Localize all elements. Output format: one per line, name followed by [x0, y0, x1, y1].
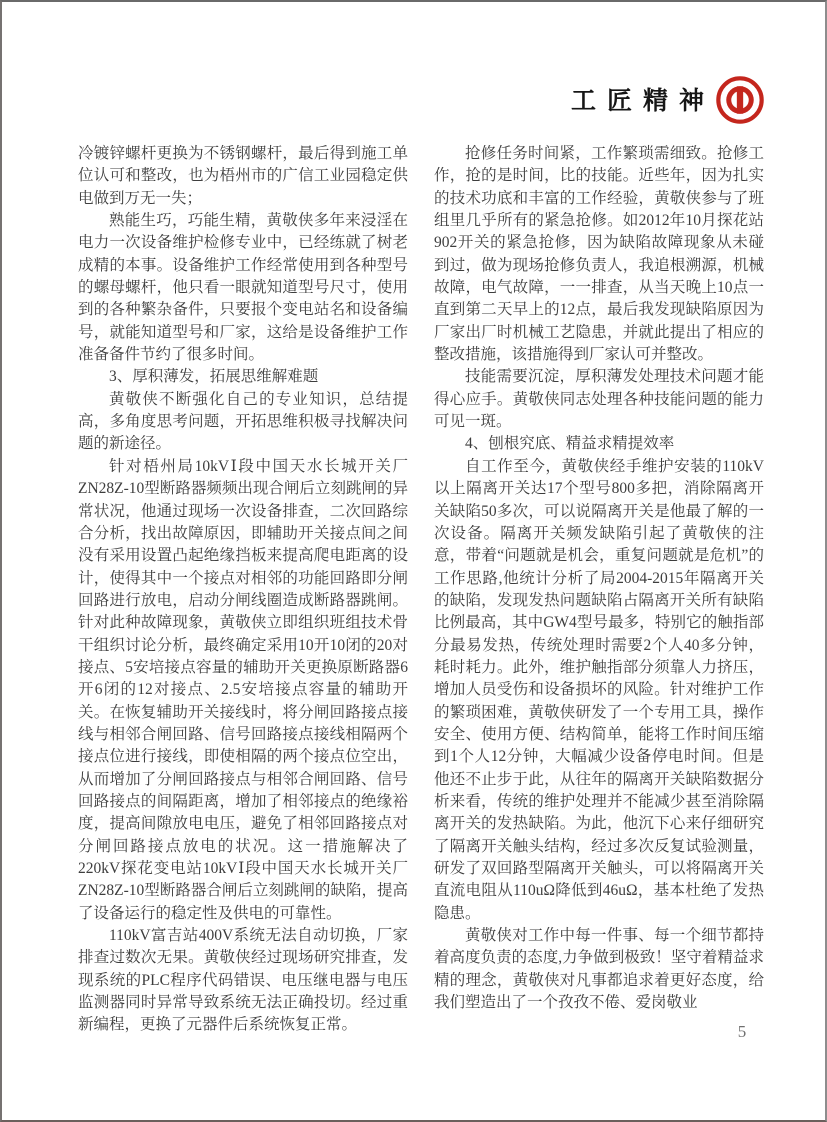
page-header: [571, 75, 765, 125]
paragraph: 熟能生巧，巧能生精，黄敬侠多年来浸淫在电力一次设备维护检修专业中，已经练就了树老成精的本事。设备维护工作经常使用到各种型号的螺母螺杆，他只看一眼就知道型号尺寸，使用到的各种繁杂备件，只要报个变电站名和设备编号，就能知道型号和厂家，这给是设备维护工作准备备件节约了很多时间。: [78, 212, 408, 364]
right-text-column: [434, 143, 764, 1037]
paragraph: 针对梧州局10kVⅠ段中国天水长城开关厂ZN28Z-10型断路器频频出现合闸后立刻跳闸的异常状况，他通过现场一次设备排查，二次回路综合分析，找出故障原因，即辅助开关接点间之间没有采用设置凸起绝缘挡板来提高爬电距离的设计，使得其中一个接点对相邻的功能回路即分闸回路进行放电，启动分闸线圈造成断路器跳闸。针对此种故障现象，黄敬侠立即组织班组技术骨干组织讨论分析，最终确定采用10开10闭的20对接点、5安培接点容量的辅助开关更换原断路器6开6闭的12对接点、2.5安培接点容量的辅助开关。在恢复辅助开关接线时，将分闸回路接点接线与相邻合闸回路、信号回路接点接线相隔两个接点位进行接线，即使相隔的两个接点位空出，从而增加了分闸回路接点与相邻合闸回路、信号回路接点的间隔距离，增加了相邻接点的绝缘裕度，提高间隙放电电压，避免了相邻回路接点对分闸回路接点放电的状况。这一措施解决了220kV探花变电站10kVⅠ段中国天水长城开关厂ZN28Z-10型断路器合闸后立刻跳闸的缺陷，提高了设备运行的稳定性及供电的可靠性。: [78, 457, 408, 922]
paragraph: 黄敬侠对工作中每一件事、每一个细节都持着高度负责的态度,力争做到极致！坚守着精益求精的理念，黄敬侠对凡事都追求着更好态度，给我们塑造出了一个孜孜不倦、爱岗敬业: [434, 927, 764, 1012]
trade-union-logo-icon: [715, 75, 765, 125]
page-header-title: 工匠精神: [570, 85, 715, 115]
paragraph: 技能需要沉淀，厚积薄发处理技术问题才能得心应手。黄敬侠同志处理各种技能问题的能力可见一斑。: [434, 368, 764, 431]
section-heading-4: 4、刨根究底、精益求精提效率: [465, 435, 675, 453]
article-columns: [78, 143, 764, 1037]
page-number: 5: [737, 1022, 747, 1041]
paragraph: 抢修任务时间紧，工作繁琐需细致。抢修工作，抢的是时间，比的技能。近些年，因为扎实的技术功底和丰富的工作经验，黄敬侠参与了班组里几乎所有的紧急抢修。如2012年10月探花站902开关的紧急抢修，因为缺陷故障现象从未碰到过，做为现场抢修负责人，我追根溯源，机械故障，电气故障，一一排查，从当天晚上10点一直到第二天早上的12点，最后我发现缺陷原因为厂家出厂时机械工艺隐患，并就此提出了相应的整改措施，该措施得到厂家认可并整改。: [434, 145, 764, 364]
paragraph: 自工作至今，黄敬侠经手维护安装的110kV以上隔离开关达17个型号800多把，消除隔离开关缺陷50多次，可以说隔离开关是他最了解的一次设备。隔离开关频发缺陷引起了黄敬侠的注意，带着“问题就是机会，重复问题就是危机”的工作思路,他统计分析了局2004-2015年隔离开关的缺陷，发现发热问题缺陷占隔离开关所有缺陷比例最高，其中GW4型号最多，特别它的触指部分最易发热，传统处理时需要2个人40多分钟，耗时耗力。此外，维护触指部分须靠人力挤压，增加人员受伤和设备损坏的风险。针对维护工作的繁琐困难，黄敬侠研发了一个专用工具，操作安全、使用方便、结构简单，能将工作时间压缩到1个人12分钟，大幅减少设备停电时间。但是他还不止步于此，从往年的隔离开关缺陷数据分析来看，传统的维护处理并不能减少甚至消除隔离开关的发热缺陷。为此，他沉下心来仔细研究了隔离开关触头结构，经过多次反复试验测量，研发了双回路型隔离开关触头，可以将隔离开关直流电阻从110uΩ降低到46uΩ，基本杜绝了发热隐患。: [434, 457, 764, 922]
paragraph: 110kV富吉站400V系统无法自动切换，厂家排查过数次无果。黄敬侠经过现场研究排查，发现系统的PLC程序代码错误、电压继电器与电压监测器同时异常导致系统无法正确投切。经过重新编程，更换了元器件后系统恢复正常。: [78, 927, 408, 1034]
paragraph: 黄敬侠不断强化自己的专业知识，总结提高，多角度思考问题，开拓思维积极寻找解决问题的新途径。: [78, 390, 408, 453]
section-heading-3: 3、厚积薄发，拓展思维解难题: [109, 368, 319, 386]
paragraph-continuation: 冷镀锌螺杆更换为不锈钢螺杆，最后得到施工单位认可和整改，也为梧州市的广信工业园稳定供电做到万无一失；: [78, 145, 408, 207]
left-text-column: [78, 143, 408, 1037]
